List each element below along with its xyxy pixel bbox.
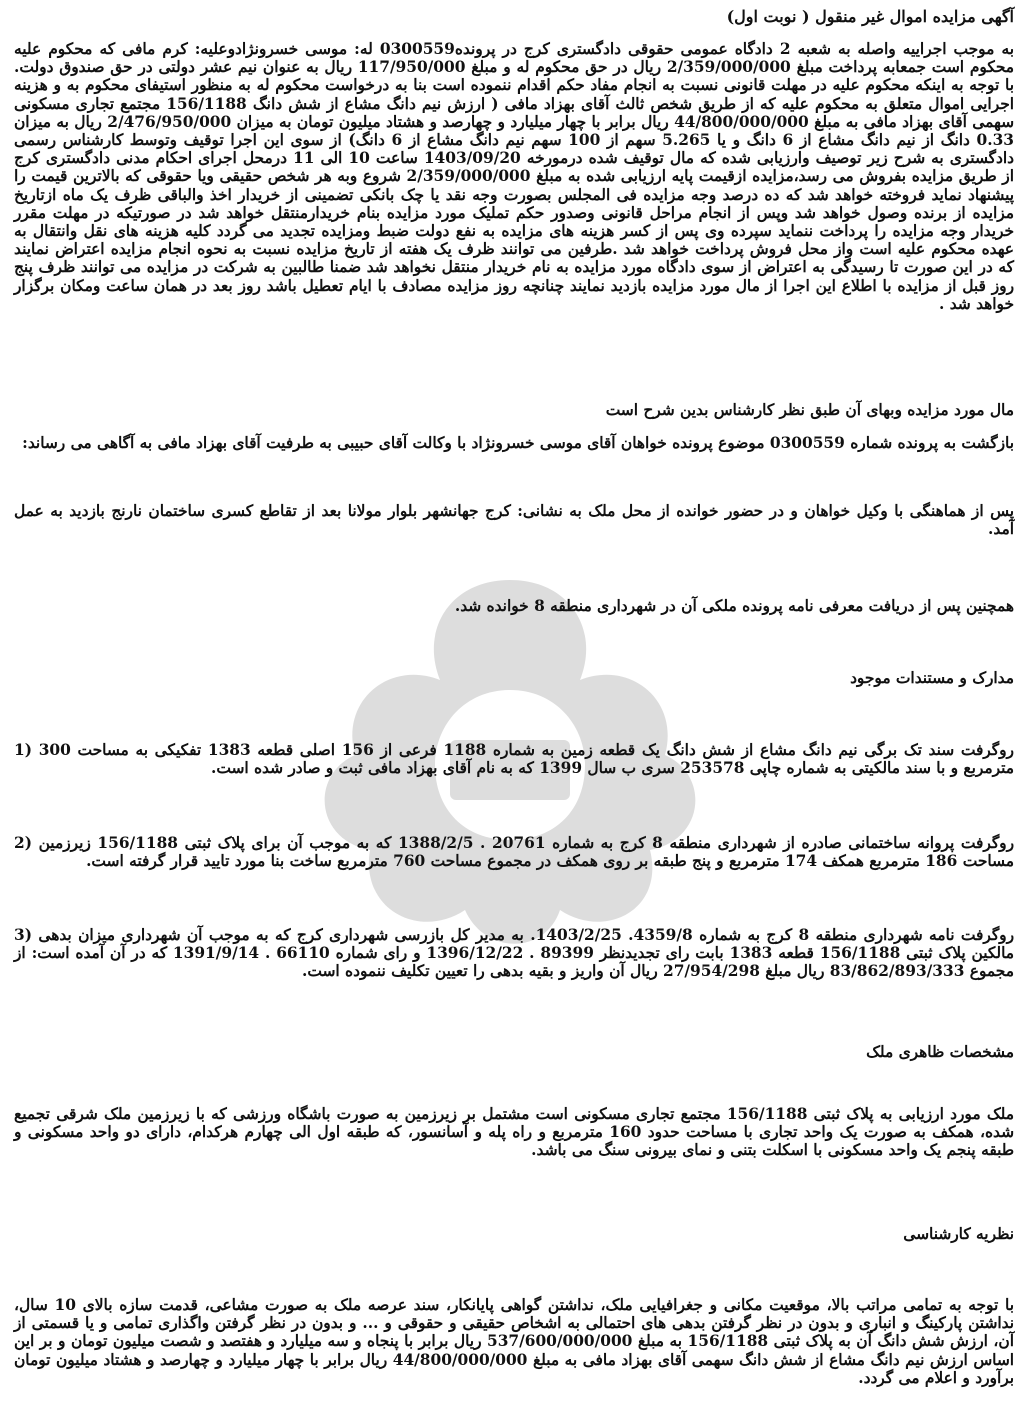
municipality-paragraph: همچنین پس از دریافت معرفی نامه پرونده ملکی آن در شهرداری منطقه 8 خوانده شد.	[454, 597, 1014, 615]
expert-opinion-paragraph: با توجه به تمامی مراتب بالا، موقعیت مکانی و جغرافیایی ملک، نداشتن گواهی پایانکار، سند عرصه ملک به صورت مشاعی، قدمت سازه بالای 10 سال، نداشتن پارکینگ و انباری و بدون در نظر گرفتن بدهی های احتمالی به اشخاص حقیقی و حقوقی و ... و بدون در نظر گرفتن واگذاری تمامی و یا قسمتی از آن، ارزش شش دانگ آن به پلاک ثبتی 156/1188 به مبلغ 537/600/000/000 ریال برابر با پنجاه و سه میلیارد و هفتصد و شصت میلیون تومان و بر این اساس ارزش نیم دانگ مشاع از شش دانگ سهمی آقای بهزاد مافی به مبلغ 44/800/000/000 ریال برابر با چهار میلیارد و چهارصد و هشتاد میلیون تومان برآورد و اعلام می گردد.	[14, 1296, 1014, 1387]
documents-heading: مدارک و مستندات موجود	[850, 669, 1014, 687]
document-item: روگرفت سند تک برگی نیم دانگ مشاع از شش دانگ یک قطعه زمین به شماره 1188 فرعی از 156 اصلی قطعه 1383 تفکیکی به مساحت 300 (1 مترمربع و با سند مالکیتی به شماره چاپی 253578 سری ب سال 1399 که به نام آقای بهزاد مافی ثبت و صادر شده است.	[14, 741, 1014, 778]
notice-title: آگهی مزایده اموال غیر منقول ( نوبت اول)	[726, 7, 1014, 26]
site-visit-paragraph: پس از هماهنگی با وکیل خواهان و در حضور خوانده از محل ملک به نشانی: کرج جهانشهر بلوار مولانا بعد از تقاطع کسری ساختمان نارنج بازدید به عمل آمد.	[14, 502, 1014, 539]
expert-opinion-heading: نظریه کارشناسی	[903, 1225, 1014, 1243]
physical-specs-paragraph: ملک مورد ارزیابی به پلاک ثبتی 156/1188 مجتمع تجاری مسکونی است مشتمل بر زیرزمین به صورت باشگاه ورزشی که با زیرزمین ملک شرقی تجمیع شده، همکف به صورت یک واحد تجاری با مساحت حدود 160 مترمربع و راه پله و آسانسور، که طبقه اول الی چهارم هرکدام، دارای دو واحد مسکونی و طبقه پنجم یک واحد مسکونی با اسکلت بتنی و نمای بیرونی سنگ می باشد.	[14, 1105, 1014, 1160]
document-item: روگرفت پروانه ساختمانی صادره از شهرداری منطقه 8 کرج به شماره 20761 . 1388/2/5 که به موجب آن برای پلاک ثبتی 156/1188 زیرزمین (2 مساحت 186 مترمربع همکف 174 مترمربع و پنج طبقه بر روی همکف در مجموع مساحت 760 مترمربع ساخت بنا مورد تایید قرار گرفته است.	[14, 834, 1015, 871]
physical-specs-heading: مشخصات ظاهری ملک	[866, 1043, 1014, 1061]
notice-body-paragraph: به موجب اجراییه واصله به شعبه 2 دادگاه عمومی حقوقی دادگستری کرج در پرونده0300559 له: موسی خسرونژادوعلیه: کرم مافی که محکوم علیه محکوم است جمعابه پرداخت مبلغ 2/359/000/000 ریال در حق محکوم له و مبلغ 117/950/000 ریال به عنوان نیم عشر دولتی در حق صندوق دولت. با توجه به اینکه محکوم علیه در مهلت قانونی نسبت به انجام مفاد حکم اقدام ننموده است بنا به درخواست محکوم له به منظور استیفای محکوم به و هزینه اجرایی اموال متعلق به محکوم علیه که از طریق شخص ثالث آقای بهزاد مافی ( ارزش نیم دانگ مشاع از شش دانگ 156/1188 مجتمع تجاری مسکونی سهمی آقای بهزاد مافی به مبلغ 44/800/000/000 ریال برابر با چهار میلیارد و چهارصد و هشتاد میلیون تومان به میزان 2/476/950/000 ریال به میزان 0.33 دانگ از نیم دانگ مشاع از 6 دانگ و یا 5.265 سهم از 100 سهم نیم دانگ مشاع از 6 دانگ) از سوی این اجرا توقیف وتوسط کارشناس رسمی دادگستری به شرح زیر توصیف وارزیابی شده که مال توقیف شده درمورخه 1403/09/20 ساعت 10 الی 11 درمحل اجرای احکام مدنی دادگستری کرج از طریق مزایده بفروش می رسد،مزایده ازقیمت پایه ارزیابی شده به مبلغ 2/359/000/000 شروع وبه هر شخص حقیقی ویا حقوقی که بالاترین قیمت را پیشنهاد نماید فروخته خواهد شد که ده درصد وجه مزایده فی المجلس بصورت وجه نقد یا چک بانکی تضمینی از خریدار اخذ والباقی ظرف یک ماه ازتاریخ مزایده از برنده وصول خواهد شد وپس از انجام مراحل قانونی وصدور حکم تملیک مورد مزایده بنام خریدارمنتقل خواهد شد در صورتیکه در مهلت مقرر خریدار وجه مزایده را پرداخت ننماید سپرده وی پس از کسر هزینه های مزایده به نفع دولت ضبط ومزایده تجدید می گردد کلیه هزینه های نقل وانتقال به عهده محکوم علیه است واز محل فروش پرداخت خواهد شد .طرفین می توانند ظرف یک هفته از تاریخ مزایده نسبت به نحوه انجام مزایده اعتراض نمایند که در این صورت تا رسیدگی به اعتراض از سوی دادگاه مورد مزایده به نام خریدار منتقل نخواهد شد ضمنا طالبین به شرکت در مزایده می توانند ظرف پنج روز قبل از مزایده با اطلاع این اجرا از مال مورد مزایده بازدید نمایند چنانچه روز مزایده مصادف با ایام تعطیل باشد روز بعد در همان ساعت ومکان برگزار خواهد شد .	[14, 40, 1015, 313]
document-item: روگرفت نامه شهرداری منطقه 8 کرج به شماره 4359/8. 1403/2/25. به مدیر کل بازرسی شهرداری کرج که به موجب آن شهرداری میزان بدهی (3 مالکین پلاک ثبتی 156/1188 قطعه 1383 بابت رای تجدیدنظر 89399 . 1396/12/22 و رای شماره 66110 . 1391/9/14 که در آن آمده است: از مجموع 83/862/893/333 ریال مبلغ 27/954/298 ریال آن واریز و بقیه بدهی را تعیین تکلیف ننموده است.	[14, 926, 1015, 981]
appraisal-heading: مال مورد مزایده وبهای آن طبق نظر کارشناس بدین شرح است	[605, 401, 1014, 419]
appraisal-intro-paragraph: بازگشت به پرونده شماره 0300559 موضوع پرونده خواهان آقای موسی خسرونژاد با وکالت آقای حبیبی به طرفیت آقای بهزاد مافی به آگاهی می رساند:	[22, 434, 1014, 452]
